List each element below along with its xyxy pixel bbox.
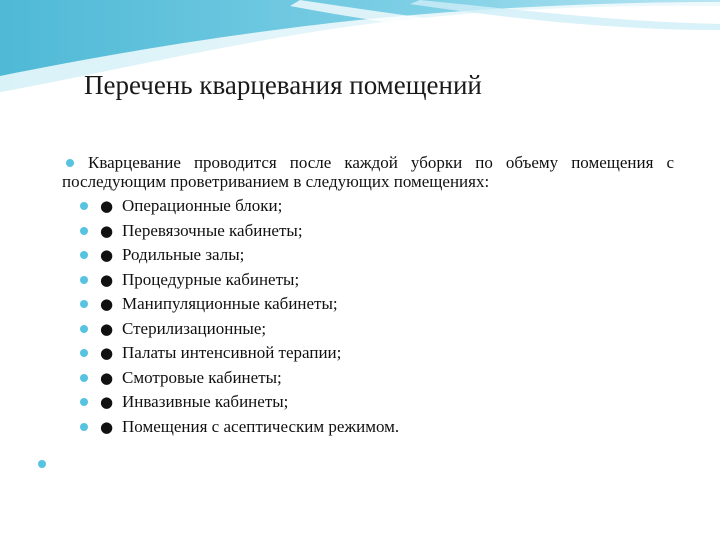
list-item: [62, 292, 674, 317]
bullet-dot-icon: [80, 349, 88, 357]
list-item-text: Инвазивные кабинеты;: [122, 392, 289, 411]
bullet-dot-icon: [80, 202, 88, 210]
bullet-dot-icon: [80, 398, 88, 406]
list-item: [62, 366, 674, 391]
bullet-dot-icon: [80, 325, 88, 333]
sub-bullet-icon: ●: [100, 270, 114, 289]
bullet-dot-icon: [80, 251, 88, 259]
sub-bullet-icon: ●: [100, 246, 114, 264]
list-item: [62, 243, 674, 268]
sub-bullet-icon: ●: [100, 197, 114, 215]
list-item-text: Стерилизационные;: [122, 318, 267, 338]
slide-content: [62, 153, 674, 439]
empty-bullet-dot-icon: [38, 460, 46, 468]
sub-bullet-icon: ●: [100, 295, 114, 313]
sub-bullet-icon: ●: [100, 417, 114, 436]
list-item-text: Перевязочные кабинеты;: [122, 220, 303, 240]
list-item: [62, 415, 674, 440]
sub-bullet-icon: ●: [100, 319, 114, 338]
rooms-list: [62, 194, 674, 439]
bullet-dot-icon: [80, 374, 88, 382]
list-item: [62, 341, 674, 366]
intro-paragraph: [62, 153, 674, 191]
intro-text: Кварцевание проводится после каждой уборки по объему помещения с последующим проветриванием в следующих помещениях:: [62, 153, 674, 191]
list-item-text: Операционные блоки;: [122, 196, 283, 215]
list-item-text: Процедурные кабинеты;: [122, 269, 300, 289]
bullet-dot-icon: [80, 276, 88, 284]
list-item: [62, 317, 674, 342]
list-item: [62, 268, 674, 293]
list-item: [62, 390, 674, 415]
list-item: [62, 194, 674, 219]
list-item-text: Манипуляционные кабинеты;: [122, 294, 338, 313]
bullet-dot-icon: [80, 227, 88, 235]
sub-bullet-icon: ●: [100, 393, 114, 411]
list-item-text: Смотровые кабинеты;: [122, 367, 282, 387]
bullet-dot-icon: [80, 423, 88, 431]
list-item-text: Палаты интенсивной терапии;: [122, 343, 342, 362]
list-item: [62, 219, 674, 244]
bullet-dot-icon: [80, 300, 88, 308]
list-item-text: Родильные залы;: [122, 245, 245, 264]
list-item-text: Помещения с асептическим режимом.: [122, 416, 400, 436]
sub-bullet-icon: ●: [100, 221, 114, 240]
sub-bullet-icon: ●: [100, 344, 114, 362]
header-wave-decoration: [0, 0, 720, 120]
slide-title: Перечень кварцевания помещений: [84, 70, 482, 100]
sub-bullet-icon: ●: [100, 368, 114, 387]
bullet-dot-icon: [66, 159, 74, 167]
